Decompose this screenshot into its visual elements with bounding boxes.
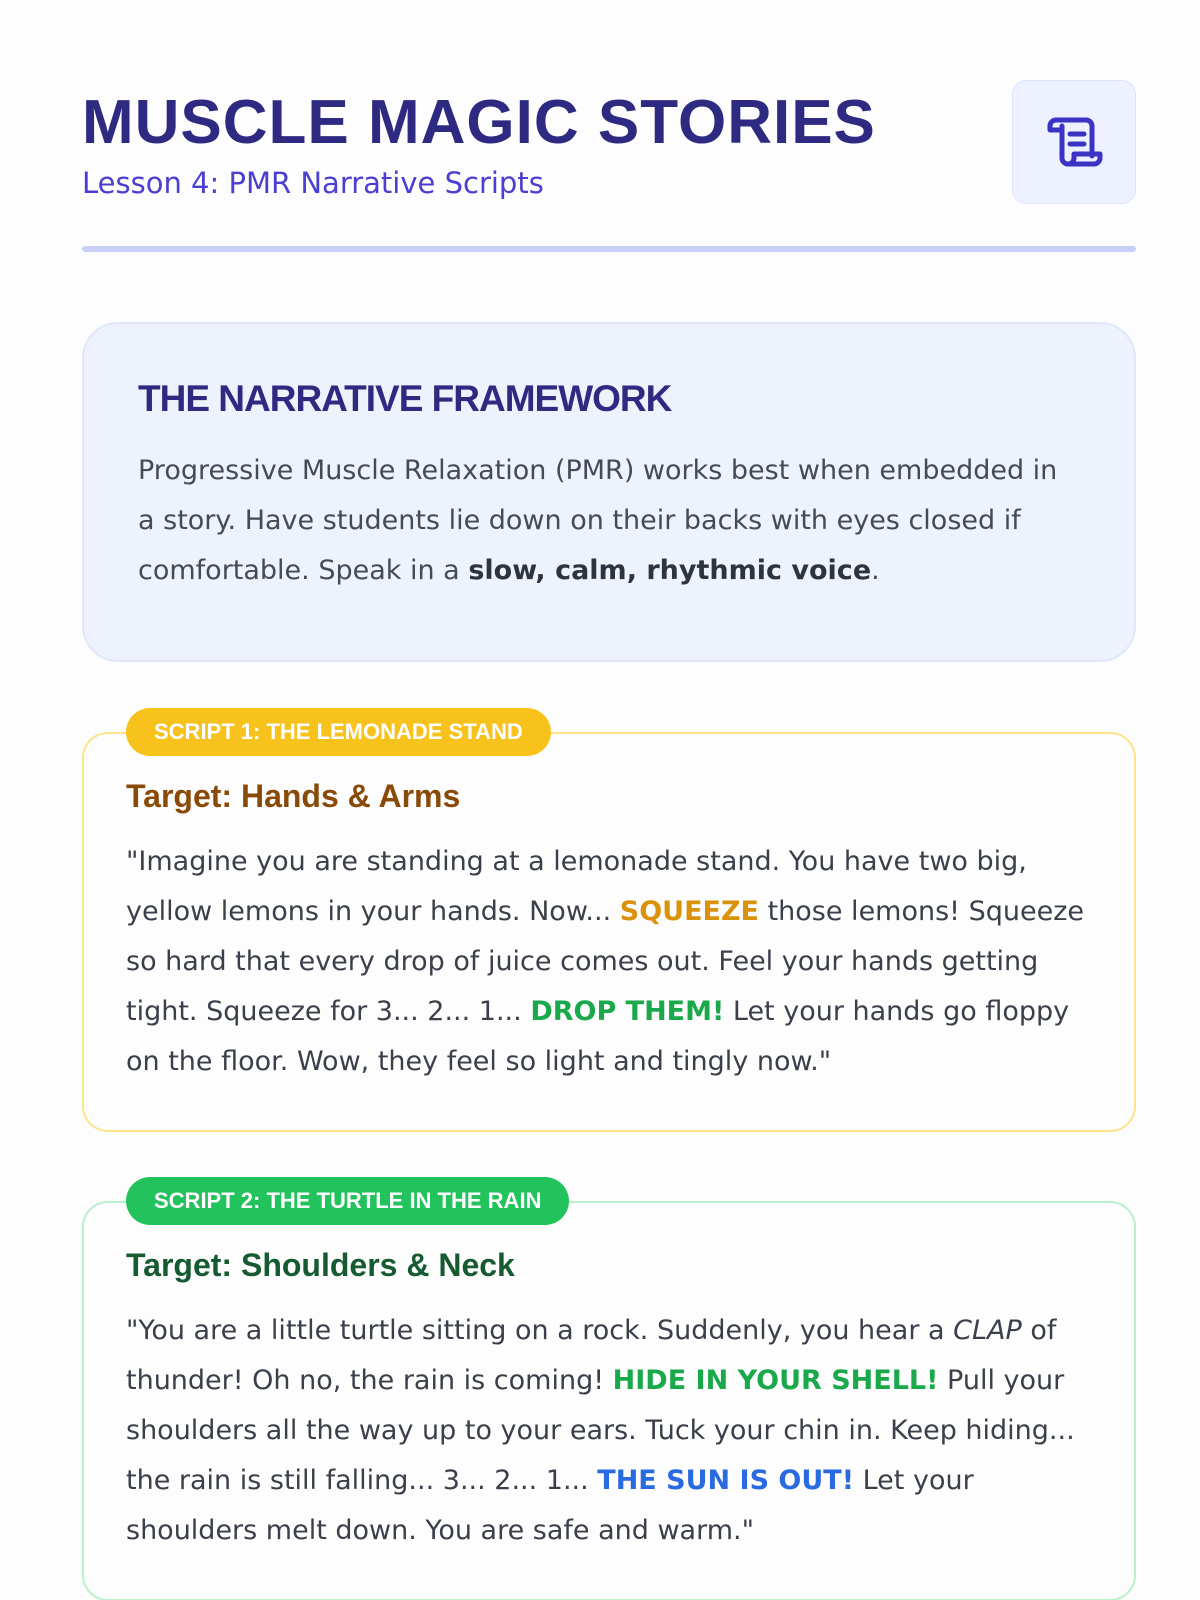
script-text-1 xyxy=(126,837,1092,1087)
scroll-icon xyxy=(1042,110,1106,174)
framework-box xyxy=(82,322,1136,662)
scroll-icon-box xyxy=(1012,80,1136,204)
script-emphasis-clap: CLAP xyxy=(953,1315,1022,1346)
script-highlight-hide: HIDE IN YOUR SHELL! xyxy=(612,1365,939,1396)
page-header xyxy=(82,80,1136,252)
script-text-part: Let your shoulders melt down. You are safe and warm." xyxy=(126,1465,974,1546)
script-text-part: those lemons! Squeeze so hard that every drop of juice comes out. Feel your hands getting tight. Squeeze for 3... 2... 1... xyxy=(126,896,1084,1027)
script-text-part: "Imagine you are standing at a lemonade stand. You have two big, yellow lemons in your hands. Now... xyxy=(126,846,1027,927)
framework-title: THE NARRATIVE FRAMEWORK xyxy=(138,378,672,419)
script-highlight-squeeze: SQUEEZE xyxy=(619,896,759,927)
script-text-part: Let your hands go floppy on the floor. Wow, they feel so light and tingly now." xyxy=(126,996,1070,1077)
script-target-1: Target: Hands & Arms xyxy=(126,778,461,814)
script-badge-2: SCRIPT 2: THE TURTLE IN THE RAIN xyxy=(126,1177,569,1225)
script-card-2 xyxy=(82,1188,1136,1600)
script-highlight-sun: THE SUN IS OUT! xyxy=(597,1465,855,1496)
script-text-part: Pull your shoulders all the way up to your ears. Tuck your chin in. Keep hiding... the rain is still falling... 3... 2... 1... xyxy=(126,1365,1075,1496)
framework-body-end: . xyxy=(871,555,880,586)
script-highlight-drop: DROP THEM! xyxy=(530,996,725,1027)
page-subtitle: Lesson 4: PMR Narrative Scripts xyxy=(82,166,544,200)
script-badge-1: SCRIPT 1: THE LEMONADE STAND xyxy=(126,708,551,756)
script-text-part: of thunder! Oh no, the rain is coming! xyxy=(126,1315,1057,1396)
script-text-2 xyxy=(126,1306,1092,1556)
script-card-1 xyxy=(82,719,1136,1132)
page-title: MUSCLE MAGIC STORIES xyxy=(82,88,876,157)
framework-body xyxy=(138,446,1080,596)
header-divider xyxy=(82,246,1136,252)
script-target-2: Target: Shoulders & Neck xyxy=(126,1247,515,1283)
framework-body-bold: slow, calm, rhythmic voice xyxy=(468,555,872,586)
script-text-part: "You are a little turtle sitting on a rock. Suddenly, you hear a xyxy=(126,1315,954,1346)
framework-body-text: Progressive Muscle Relaxation (PMR) works best when embedded in a story. Have students lie down on their backs with eyes closed if comfortable. Speak in a xyxy=(138,455,1058,586)
